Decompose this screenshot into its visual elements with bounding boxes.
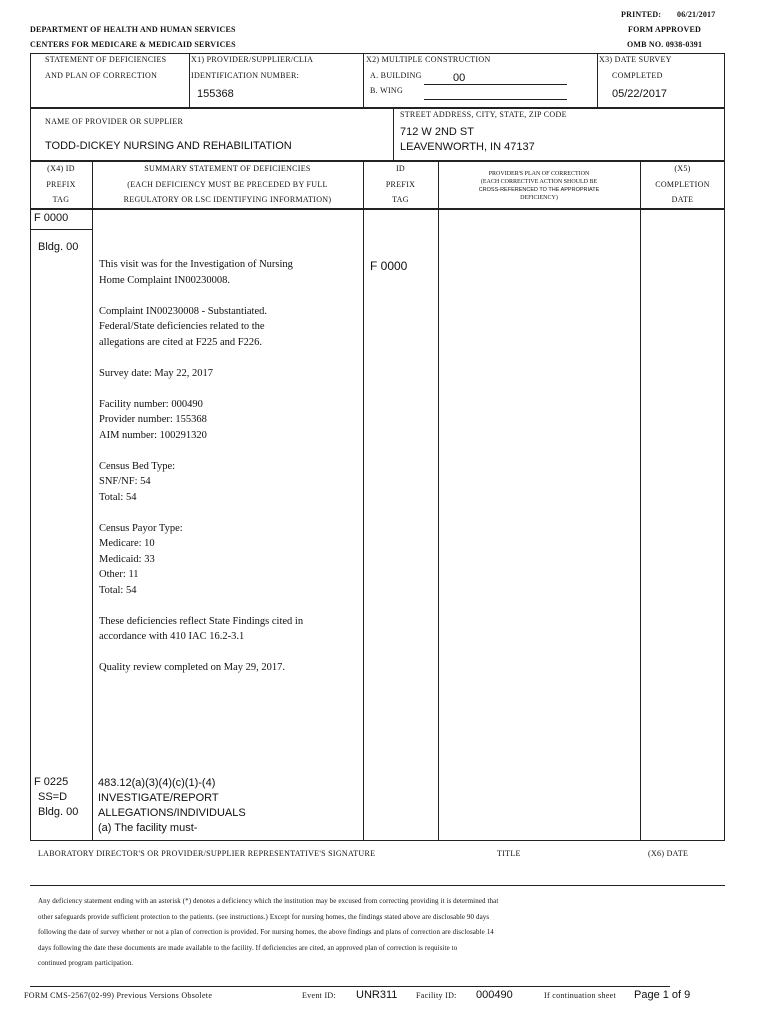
x1-label-2: IDENTIFICATION NUMBER: [191, 71, 300, 80]
director-signature-label: LABORATORY DIRECTOR'S OR PROVIDER/SUPPLIER REPRESENTATIVE'S SIGNATURE [38, 849, 376, 858]
summary-line: allegations are cited at F225 and F226. [99, 336, 263, 348]
summary-paragraph [99, 397, 361, 444]
summary-line: These deficiencies reflect State Findings cited in [99, 615, 304, 627]
address-line-2: LEAVENWORTH, IN 47137 [400, 141, 535, 153]
x1-label: X1) PROVIDER/SUPPLIER/CLIA [191, 55, 314, 64]
regulation-line: ALLEGATIONS/INDIVIDUALS [98, 807, 246, 819]
provider-name-label: NAME OF PROVIDER OR SUPPLIER [45, 117, 184, 126]
centers-title: CENTERS FOR MEDICARE & MEDICAID SERVICES [30, 40, 236, 49]
summary-paragraph [99, 660, 361, 676]
divider [393, 108, 394, 161]
summary-line: Other: 11 [99, 569, 139, 580]
form-approved: FORM APPROVED [628, 25, 702, 34]
page-number: Page 1 of 9 [634, 989, 691, 1001]
summary-line: Medicare: 10 [99, 538, 155, 549]
summary-line: Census Bed Type: [99, 460, 176, 472]
printed-label: PRINTED: [621, 10, 662, 19]
summary-line: Survey date: May 22, 2017 [99, 367, 214, 379]
summary-header-3: REGULATORY OR LSC IDENTIFYING INFORMATION) [123, 195, 332, 204]
department-title: DEPARTMENT OF HEALTH AND HUMAN SERVICES [30, 25, 236, 34]
summary-line: Home Complaint IN00230008. [99, 274, 230, 286]
summary-line: accordance with 410 IAC 16.2-3.1 [99, 631, 245, 642]
summary-paragraph [99, 614, 361, 645]
building-underline [424, 84, 567, 85]
bldg-00-2: Bldg. 00 [38, 806, 79, 818]
facility-id-value: 000490 [476, 989, 513, 1001]
provider-name-value: TODD-DICKEY NURSING AND REHABILITATION [45, 140, 292, 152]
regulation-line: INVESTIGATE/REPORT [98, 792, 219, 804]
x2-label: X2) MULTIPLE CONSTRUCTION [366, 55, 491, 64]
plan-header-2: (EACH CORRECTIVE ACTION SHOULD BE [480, 179, 598, 185]
x3-label-2: COMPLETED [612, 71, 663, 80]
summary-line: Provider number: 155368 [99, 414, 207, 425]
right-tag-f0000: F 0000 [370, 259, 408, 273]
summary-line: This visit was for the Investigation of Nursing [99, 259, 293, 270]
summary-line: Quality review completed on May 29, 2017. [99, 662, 286, 673]
statement-label-2: AND PLAN OF CORRECTION [45, 71, 158, 80]
wing-underline [424, 99, 567, 100]
x4-header-3: TAG [52, 195, 70, 204]
divider [189, 53, 190, 108]
summary-line: Complaint IN00230008 - Substantiated. [99, 305, 267, 317]
form-number: FORM CMS-2567(02-99) Previous Versions Obsolete [24, 991, 213, 1000]
wing-label: B. WING [370, 86, 404, 95]
summary-line: AIM number: 100291320 [99, 429, 207, 441]
building-label: A. BUILDING [370, 71, 422, 80]
address-label: STREET ADDRESS, CITY, STATE, ZIP CODE [400, 110, 567, 119]
provider-id-value: 155368 [197, 88, 234, 100]
summary-paragraph [99, 257, 361, 288]
footnote-line: following the date of survey whether or not a plan of correction is provided. For nursing homes, the above findings and plans of correction are disclosable 14 [38, 928, 494, 936]
title-label: TITLE [497, 849, 521, 858]
tag-divider [30, 229, 92, 230]
regulation-line: 483.12(a)(3)(4)(c)(1)-(4) [98, 777, 216, 789]
bldg-00: Bldg. 00 [38, 241, 79, 253]
continuation-label: If continuation sheet [544, 991, 617, 1000]
x5-header-2: COMPLETION [655, 180, 710, 189]
provider-box [30, 108, 725, 161]
x5-header-3: DATE [671, 195, 694, 204]
summary-header-2: (EACH DEFICIENCY MUST BE PRECEDED BY FULL [127, 180, 328, 189]
event-id-value: UNR311 [356, 989, 398, 1001]
summary-line: Census Payor Type: [99, 522, 183, 534]
omb-number: OMB NO. 0938-0391 [627, 40, 703, 49]
summary-line: Total: 54 [99, 584, 137, 596]
statement-label: STATEMENT OF DEFICIENCIES [45, 55, 167, 64]
id-header-3: TAG [392, 195, 409, 204]
summary-header-1: SUMMARY STATEMENT OF DEFICIENCIES [144, 164, 311, 173]
building-value: 00 [453, 72, 466, 84]
x5-header-1: (X5) [674, 164, 691, 173]
printed-date: 06/21/2017 [677, 10, 716, 19]
ss-d: SS=D [38, 791, 68, 803]
plan-header-1: PROVIDER'S PLAN OF CORRECTION [488, 171, 590, 177]
summary-text [99, 257, 361, 691]
facility-id-label: Facility ID: [416, 991, 457, 1000]
summary-line: Facility number: 000490 [99, 398, 203, 410]
summary-line: Total: 54 [99, 491, 137, 503]
survey-date-value: 05/22/2017 [612, 88, 668, 100]
x6-date-label: (X6) DATE [648, 849, 689, 858]
summary-paragraph [99, 521, 361, 599]
tag-f0000: F 0000 [34, 212, 69, 224]
signature-rule [30, 885, 725, 886]
summary-paragraph [99, 459, 361, 506]
x3-label: X3) DATE SURVEY [599, 55, 672, 64]
plan-header-4: DEFICIENCY) [520, 195, 558, 201]
plan-header-3: CROSS-REFERENCED TO THE APPROPRIATE [478, 187, 600, 193]
summary-paragraph [99, 366, 361, 382]
event-id-label: Event ID: [302, 991, 337, 1000]
summary-line: Federal/State deficiencies related to the [99, 321, 265, 332]
summary-line: Medicaid: 33 [99, 553, 155, 565]
x4-header-2: PREFIX [46, 180, 76, 189]
x4-header-1: (X4) ID [47, 164, 75, 173]
footnote-line: continued program participation. [38, 959, 134, 967]
footnote-line: other safeguards provide sufficient protection to the patients. (see instructions.) Except for nursing homes, the findings stated above are disclosable 90 days [38, 912, 490, 921]
regulation-text [98, 776, 246, 836]
footnote [38, 894, 718, 972]
tag-f0225: F 0225 [34, 776, 69, 788]
divider [363, 53, 364, 108]
divider [597, 53, 598, 108]
summary-line: SNF/NF: 54 [99, 476, 151, 487]
address-line-1: 712 W 2ND ST [400, 126, 474, 138]
id-header-2: PREFIX [385, 180, 416, 189]
footer-rule [30, 986, 670, 987]
summary-paragraph [99, 304, 361, 351]
footnote-line: days following the date these documents are made available to the facility. If deficiencies are cited, an approved plan of correction is requisite to [38, 943, 458, 952]
regulation-line: (a) The facility must- [98, 822, 198, 834]
id-header-1: ID [395, 164, 406, 173]
footnote-line: Any deficiency statement ending with an asterisk (*) denotes a deficiency which the institution may be excused from correcting providing it is determined that [38, 897, 499, 905]
